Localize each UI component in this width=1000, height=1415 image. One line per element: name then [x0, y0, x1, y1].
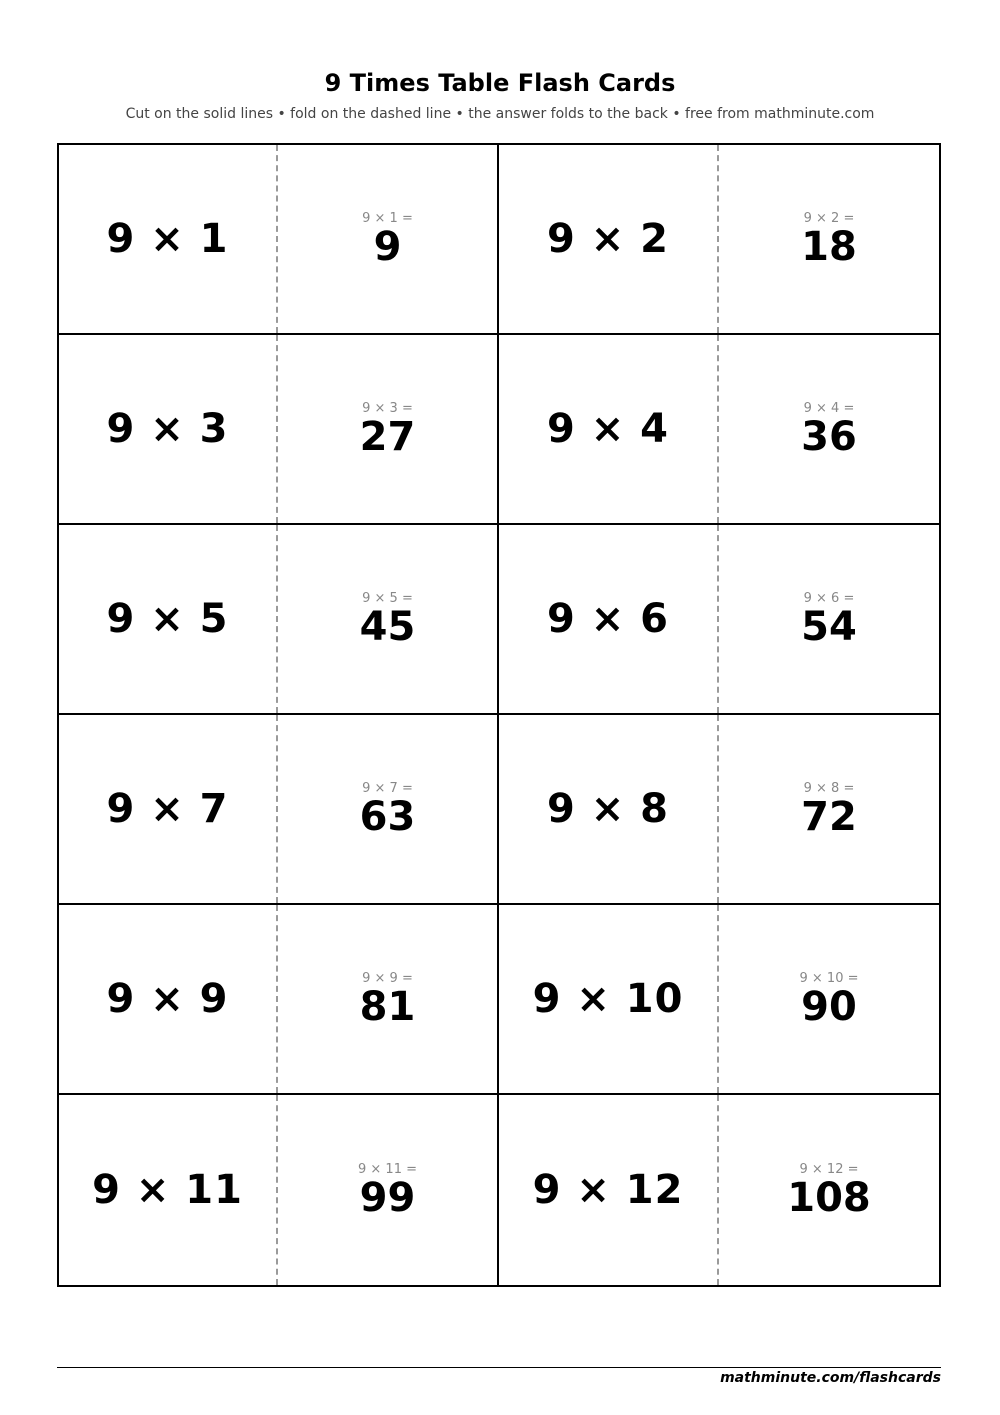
card-equation: 9 × 5 = [362, 590, 413, 606]
card-answer: 9 [373, 223, 402, 270]
flash-card [499, 715, 939, 905]
footer-link[interactable]: mathminute.com/flashcards [720, 1370, 941, 1386]
card-answer: 18 [801, 223, 857, 270]
card-front [59, 145, 278, 333]
flash-card-grid [57, 143, 941, 1287]
card-equation: 9 × 10 = [799, 970, 859, 986]
card-front [59, 715, 278, 903]
card-back [278, 905, 497, 1093]
card-back [278, 715, 497, 903]
card-answer: 63 [359, 793, 416, 840]
card-back [719, 145, 939, 333]
card-equation: 9 × 7 = [362, 780, 413, 796]
card-equation: 9 × 12 = [799, 1161, 859, 1177]
card-equation: 9 × 2 = [803, 210, 855, 226]
card-equation: 9 × 11 = [358, 1161, 417, 1177]
card-answer: 36 [801, 413, 857, 460]
card-question: 9 × 9 [106, 976, 229, 1022]
card-question: 9 × 11 [92, 1167, 243, 1213]
flash-card [499, 1095, 939, 1285]
card-back [278, 145, 497, 333]
card-equation: 9 × 3 = [362, 400, 413, 416]
card-answer: 99 [359, 1174, 416, 1221]
card-front [499, 335, 719, 523]
card-front [499, 525, 719, 713]
card-answer: 72 [801, 793, 857, 840]
card-equation: 9 × 9 = [362, 970, 413, 986]
card-front [59, 905, 278, 1093]
flash-card [59, 525, 499, 715]
card-back [278, 1095, 497, 1285]
flash-card [499, 335, 939, 525]
card-answer: 90 [801, 983, 857, 1030]
page-title: 9 Times Table Flash Cards [324, 69, 676, 97]
flash-card [499, 905, 939, 1095]
flash-card [499, 525, 939, 715]
card-back [719, 715, 939, 903]
card-question: 9 × 5 [106, 596, 229, 642]
card-question: 9 × 1 [106, 216, 229, 262]
card-front [499, 905, 719, 1093]
card-front [499, 1095, 719, 1285]
card-answer: 45 [359, 603, 416, 650]
card-question: 9 × 6 [546, 596, 670, 642]
card-back [719, 525, 939, 713]
card-back [278, 335, 497, 523]
card-answer: 27 [359, 413, 416, 460]
page-subtitle: Cut on the solid lines • fold on the dashed line • the answer folds to the back • free from mathminute.com [125, 106, 875, 122]
card-answer: 108 [787, 1174, 871, 1221]
card-question: 9 × 4 [546, 406, 670, 452]
card-equation: 9 × 1 = [362, 210, 413, 226]
card-equation: 9 × 6 = [803, 590, 855, 606]
card-back [278, 525, 497, 713]
flash-card [59, 145, 499, 335]
card-question: 9 × 3 [106, 406, 229, 452]
card-question: 9 × 10 [532, 976, 684, 1022]
card-front [59, 335, 278, 523]
card-front [59, 525, 278, 713]
card-answer: 54 [801, 603, 857, 650]
flash-card [499, 145, 939, 335]
footer-divider [57, 1367, 941, 1368]
card-equation: 9 × 8 = [803, 780, 855, 796]
card-front [499, 145, 719, 333]
card-question: 9 × 8 [546, 786, 670, 832]
card-question: 9 × 12 [532, 1167, 684, 1213]
card-question: 9 × 7 [106, 786, 229, 832]
card-answer: 81 [359, 983, 416, 1030]
card-front [59, 1095, 278, 1285]
card-back [719, 1095, 939, 1285]
flash-card [59, 715, 499, 905]
card-question: 9 × 2 [546, 216, 670, 262]
flash-card [59, 905, 499, 1095]
card-back [719, 335, 939, 523]
card-front [499, 715, 719, 903]
card-equation: 9 × 4 = [803, 400, 855, 416]
card-back [719, 905, 939, 1093]
flash-card [59, 335, 499, 525]
flash-card [59, 1095, 499, 1285]
